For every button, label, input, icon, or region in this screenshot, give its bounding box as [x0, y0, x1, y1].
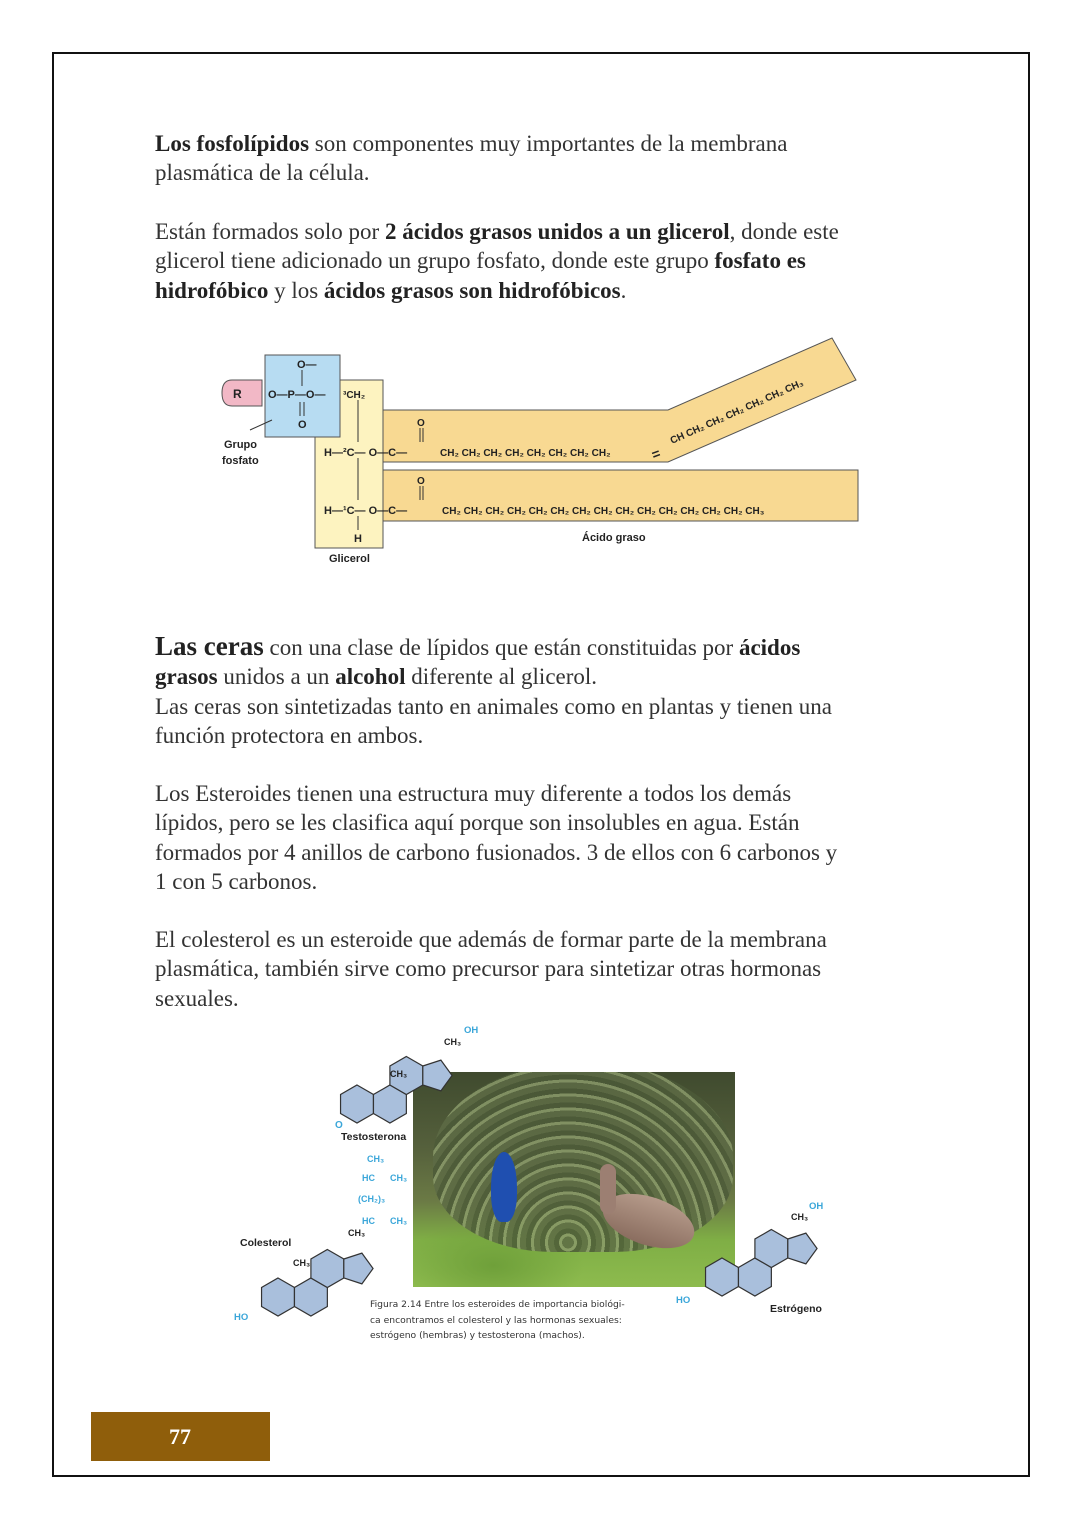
paragraph-fosfolipidos-intro	[155, 129, 787, 188]
bold-text: 2 ácidos grasos unidos a un glicerol	[384, 219, 730, 244]
caption-line: Figura 2.14 Entre los esteroides de importancia biológi-	[370, 1299, 625, 1310]
estrogeno-ring-a	[706, 1258, 739, 1296]
estrogeno-ring-d	[788, 1233, 817, 1264]
testosterona-ring-a	[341, 1085, 374, 1123]
bold-text: alcohol	[335, 664, 406, 690]
caption-line: ca encontramos el colesterol y las hormonas sexuales:	[370, 1314, 622, 1326]
text-line	[155, 984, 827, 1013]
ch2-carbon-3: ³CH₂	[343, 390, 366, 401]
colesterol-label: Colesterol	[240, 1237, 292, 1249]
paragraph-ceras	[155, 632, 832, 750]
text-segment: , donde este	[729, 219, 839, 244]
text-segment: lípidos, pero se les clasifica aquí porque son insolubles en agua. Están	[155, 810, 800, 836]
text-segment: son componentes muy importantes de la membrana	[309, 131, 788, 156]
text-segment: unidos a un	[217, 664, 336, 690]
testosterona-oh: OH	[464, 1025, 479, 1036]
row2-tail: CH CH₂ CH₂ CH₂ CH₂ CH₂ CH₃	[668, 377, 806, 447]
colesterol-ring-d	[344, 1253, 373, 1284]
text-segment: con una clase de lípidos que están constituidas por	[263, 635, 739, 660]
text-line	[155, 721, 832, 750]
text-line	[155, 217, 839, 246]
side-chain-6: CH₃	[390, 1216, 408, 1226]
row3-chain: CH₂ CH₂ CH₂ CH₂ CH₂ CH₂ CH₂ CH₂ CH₂ CH₂ CH₂ CH₂ CH₂ CH₂ CH₃	[442, 506, 765, 517]
colesterol-ring-a	[262, 1278, 295, 1316]
carbonyl-o-top: O	[417, 418, 425, 429]
glycerol-h: H	[354, 533, 362, 545]
text-line	[155, 129, 787, 158]
side-chain-1: CH₃	[367, 1154, 385, 1164]
text-segment: Los Esteroides tienen una estructura muy diferente a todos los demás	[155, 781, 792, 806]
bold-text: fosfato es	[714, 248, 806, 274]
paragraph-fosfolipidos-estructura	[155, 217, 839, 305]
bold-text: Los fosfolípidos	[155, 131, 310, 156]
text-segment: y los	[268, 277, 324, 303]
phospholipid-diagram	[200, 330, 880, 570]
phosphate-o-bottom: O	[298, 419, 307, 431]
caption-line: estrógeno (hembras) y testosterona (machos).	[370, 1330, 585, 1341]
text-segment: Las ceras son sintetizadas tanto en animales como en plantas y tienen una	[155, 693, 832, 719]
double-bond: =	[649, 444, 663, 463]
glicerol-label: Glicerol	[329, 553, 370, 565]
text-line	[155, 246, 839, 275]
carbonyl-o-bottom: O	[417, 476, 425, 487]
text-line	[155, 632, 832, 662]
estrogeno-oh: OH	[809, 1201, 824, 1212]
colesterol-ch3-a: CH₃	[293, 1258, 311, 1268]
text-line	[155, 867, 837, 896]
text-segment: formados por 4 anillos de carbono fusionados. 3 de ellos con 6 carbonos y	[155, 839, 838, 865]
text-segment: 1 con 5 carbonos.	[155, 868, 318, 894]
side-chain-5: HC	[362, 1216, 375, 1226]
text-segment: diferente al glicerol.	[405, 664, 598, 690]
testosterona-ch3-b: CH₃	[444, 1037, 462, 1047]
bold-text: ácidos	[738, 635, 801, 660]
text-line	[155, 276, 839, 305]
text-line	[155, 808, 837, 837]
side-chain-2: HC	[362, 1173, 375, 1183]
acido-graso-label: Ácido graso	[582, 532, 646, 544]
text-line	[155, 692, 832, 721]
bold-text: ácidos grasos son hidrofóbicos	[323, 277, 621, 303]
testosterona-ring-d	[423, 1060, 452, 1091]
text-line	[155, 662, 832, 691]
colesterol-ch3-b: CH₃	[348, 1228, 366, 1238]
estrogeno-ch3: CH₃	[791, 1212, 809, 1222]
paragraph-colesterol	[155, 925, 827, 1013]
text-segment: plasmática de la célula.	[155, 160, 370, 186]
bold-text: grasos	[155, 664, 218, 690]
text-segment: El colesterol es un esteroide que además de formar parte de la membrana	[155, 927, 827, 952]
text-segment: .	[620, 277, 627, 303]
bold-text: hidrofóbico	[155, 277, 269, 303]
row2-chain: CH₂ CH₂ CH₂ CH₂ CH₂ CH₂ CH₂ CH₂	[440, 448, 611, 459]
text-line	[155, 925, 827, 954]
text-segment: función protectora en ambos.	[155, 722, 424, 748]
text-line	[155, 954, 827, 983]
side-chain-3: CH₃	[390, 1173, 408, 1183]
text-segment: glicerol tiene adicionado un grupo fosfato, donde este grupo	[155, 248, 715, 274]
text-line	[155, 838, 837, 867]
testosterona-ch3-a: CH₃	[390, 1069, 408, 1079]
text-segment: plasmática, también sirve como precursor para sintetizar otras hormonas	[155, 956, 822, 982]
testosterona-o: O	[335, 1120, 343, 1131]
r-label: R	[233, 387, 242, 401]
estrogeno-label: Estrógeno	[770, 1303, 822, 1315]
text-line	[155, 779, 837, 808]
estrogeno-ho: HO	[676, 1295, 691, 1306]
row2-head: H—²C— O—C—	[324, 447, 408, 459]
fosfato-label: fosfato	[222, 455, 259, 467]
side-chain-4: (CH₂)₃	[358, 1194, 386, 1204]
phosphate-row: O—P—O—	[268, 389, 326, 401]
bold-text: Las ceras	[155, 631, 264, 661]
fatty-acid-chain-unsaturated	[383, 338, 856, 462]
figure-caption	[370, 1297, 625, 1344]
page-number: 77	[91, 1412, 270, 1461]
row3-head: H—¹C— O—C—	[324, 505, 408, 517]
colesterol-ho: HO	[234, 1312, 249, 1323]
text-line	[155, 158, 787, 187]
grupo-label: Grupo	[224, 439, 257, 451]
testosterona-label: Testosterona	[341, 1131, 407, 1143]
text-segment: sexuales.	[155, 985, 239, 1011]
paragraph-esteroides	[155, 779, 837, 896]
phosphate-o-top: O—	[297, 359, 317, 371]
r-group-cap	[222, 380, 262, 406]
text-segment: Están formados solo por	[155, 219, 385, 244]
